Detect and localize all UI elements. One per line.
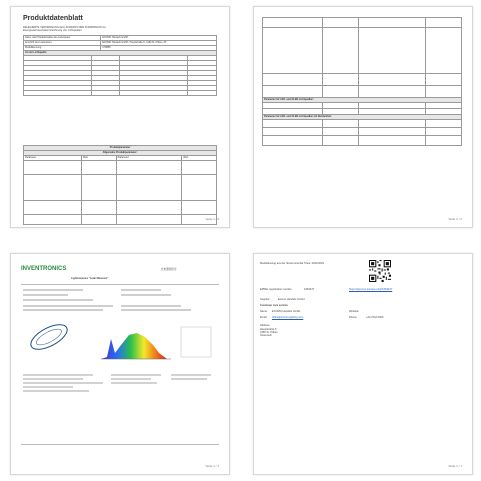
params-continued-table: Parameter für LED- und OLED-Lichtquellen: Parameter für LED- und OLED-Lichtquellen mit Netzbetrieb: bbox=[262, 17, 462, 146]
color-coordinate-box bbox=[181, 327, 211, 357]
customer-care-heading: Customer care service bbox=[260, 304, 288, 307]
datasheet-page-2 bbox=[253, 6, 473, 228]
datasheet-page-1 bbox=[10, 6, 230, 228]
report-title: Lightmeasure "Leak Measure" bbox=[71, 277, 109, 280]
measurement-section bbox=[21, 287, 219, 367]
email-link[interactable]: office@ecomo-lighting.com bbox=[272, 316, 304, 319]
page-number: Seite 1 / 2 bbox=[205, 217, 219, 221]
eprel-page bbox=[253, 253, 473, 475]
eprel-link[interactable]: https://eprel.ec.europa.eu/qr/1063447 bbox=[349, 288, 393, 291]
phone-value: +43 2742 0000 bbox=[366, 316, 384, 319]
eprel-heading: Modellauszug aus der 'Environmental Trace' 2021/2023 bbox=[260, 262, 324, 265]
address-label: Address: bbox=[260, 324, 271, 327]
lightsource-type-table: Art der Lichtquelle: bbox=[23, 50, 217, 96]
supplier-label: Supplier: bbox=[260, 298, 271, 301]
eprel-registration-label: EPREL registration number: bbox=[260, 288, 293, 291]
spectrum-icon bbox=[101, 333, 167, 359]
page-number: Seite 2 / 2 bbox=[448, 217, 462, 221]
footer-divider bbox=[21, 444, 219, 445]
address-block: Hauptstraße 5 3180 St. Pölten Österreich bbox=[260, 328, 278, 338]
product-params-table: Produktparameter Allgemeine Produktparameter: Parameter Wert Parameter Wert bbox=[23, 145, 217, 225]
qr-code-icon bbox=[369, 260, 391, 282]
test-report-page bbox=[10, 253, 230, 475]
name-label: Name: bbox=[260, 310, 268, 313]
regulation-intro: DELEGIERTE VERORDNUNG (EU) 2019/2015 DER KOMMISSION zur Energieverbrauchskennzeichnung von Lichtquellen bbox=[23, 26, 106, 33]
website-label: Website: bbox=[349, 310, 360, 313]
distribution-polar-icon bbox=[27, 320, 71, 355]
divider bbox=[21, 284, 219, 285]
phone-label: Phone: bbox=[349, 316, 358, 319]
email-label: Email: bbox=[260, 316, 268, 319]
report-header-cn: 光电测试报告 bbox=[161, 268, 177, 271]
page-number: Seite 1 / 1 bbox=[448, 464, 462, 468]
eprel-registration-value: 1063447 bbox=[304, 288, 315, 291]
name-value: ECOMO Handels GmbH bbox=[272, 310, 301, 313]
supplier-table: Name oder Handelsmarke des Lieferanten: ECOMO Handels GmbH Anschrift des Lieferanten: ECOMO Handels GmbH, Hauptstraße 5, 3180 St. Pölten, AT Modellkennung: C78855 bbox=[23, 35, 217, 51]
report-data-lines bbox=[21, 372, 219, 412]
page-title: Produktdatenblatt bbox=[23, 15, 83, 22]
supplier-value: Ecomo Handels GmbH bbox=[278, 298, 305, 301]
inventronics-logo: INVENTRONICS bbox=[21, 266, 67, 272]
page-number: Seite 1 / 1 bbox=[205, 464, 219, 468]
